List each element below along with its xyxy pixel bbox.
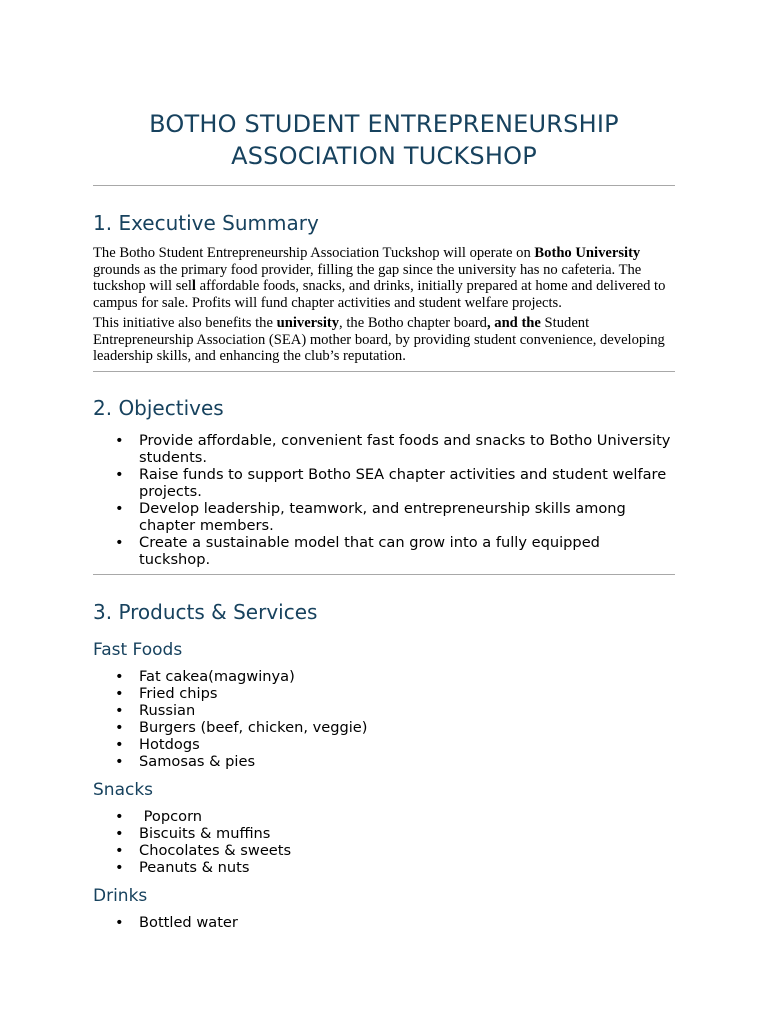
list-item: • Provide affordable, convenient fast foods and snacks to Botho University students.	[115, 431, 671, 466]
drinks-list	[93, 914, 675, 931]
bullet: •	[115, 735, 124, 753]
bullet: •	[115, 465, 124, 483]
bullet: •	[115, 667, 124, 685]
list-item: • Fried chips	[115, 684, 218, 702]
executive-summary-paragraph-2: This initiative also benefits the university, the Botho chapter board, and the Student Entrepreneurship Association (SEA) mother board, by providing student convenience, developing leadership skills, and enhancing the club’s reputation.	[93, 314, 665, 365]
section-divider	[93, 574, 675, 575]
list-item: • Popcorn	[115, 807, 203, 825]
list-item: • Fat cakea(magwinya)	[115, 667, 295, 685]
products-heading: 3. Products & Services	[93, 599, 318, 624]
snacks-heading: Snacks	[93, 779, 154, 800]
executive-summary-paragraph-1: The Botho Student Entrepreneurship Association Tuckshop will operate on Botho University grounds as the primary food provider, filling the gap since the university has no cafeteria. The tuckshop will sell affordable foods, snacks, and drinks, initially prepared at home and delivered to campus for sale. Profits will fund chapter activities and student welfare projects.	[93, 245, 666, 312]
bullet: •	[115, 718, 124, 736]
snacks-list	[93, 808, 675, 876]
document-title	[93, 0, 675, 172]
list-item: • Raise funds to support Botho SEA chapter activities and student welfare projects.	[115, 465, 667, 500]
title-line-1: BOTHO STUDENT ENTREPRENEURSHIP	[149, 110, 619, 138]
bullet: •	[115, 701, 124, 719]
bullet: •	[115, 533, 124, 551]
list-item: • Peanuts & nuts	[115, 858, 250, 876]
list-item: • Develop leadership, teamwork, and entrepreneurship skills among chapter members.	[115, 499, 626, 534]
objectives-list	[93, 432, 675, 568]
list-item: • Biscuits & muffins	[115, 824, 271, 842]
list-item: • Bottled water	[115, 913, 238, 931]
list-item: • Create a sustainable model that can grow into a fully equipped tuckshop.	[115, 533, 600, 568]
bullet: •	[115, 913, 124, 931]
drinks-heading: Drinks	[93, 885, 148, 906]
title-divider	[93, 185, 675, 186]
list-item: • Russian	[115, 701, 196, 719]
document-page	[93, 0, 675, 931]
bullet: •	[115, 858, 124, 876]
fast-foods-heading: Fast Foods	[93, 639, 183, 660]
section-divider	[93, 371, 675, 372]
list-item: • Burgers (beef, chicken, veggie)	[115, 718, 368, 736]
bullet: •	[115, 431, 124, 449]
fast-foods-list	[93, 668, 675, 770]
bullet: •	[115, 807, 124, 825]
list-item: • Samosas & pies	[115, 752, 256, 770]
list-item: • Chocolates & sweets	[115, 841, 292, 859]
bullet: •	[115, 499, 124, 517]
list-item: • Hotdogs	[115, 735, 200, 753]
executive-summary-heading: 1. Executive Summary	[93, 211, 319, 235]
bullet: •	[115, 752, 124, 770]
objectives-heading: 2. Objectives	[93, 395, 224, 420]
bullet: •	[115, 824, 124, 842]
title-line-2: ASSOCIATION TUCKSHOP	[231, 142, 537, 170]
bullet: •	[115, 684, 124, 702]
bullet: •	[115, 841, 124, 859]
